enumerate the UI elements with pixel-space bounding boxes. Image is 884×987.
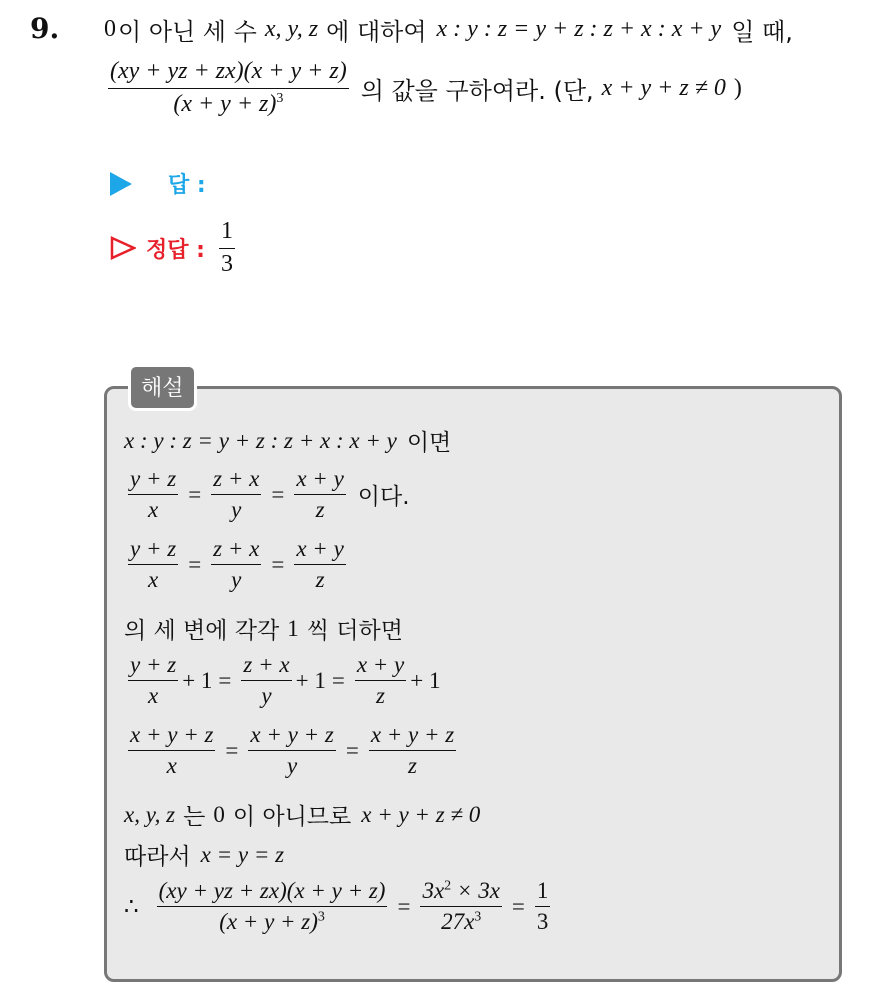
fraction-zx-over-y: $\frac{z + x}{y}$	[243, 652, 290, 709]
correct-answer-row	[110, 218, 239, 278]
problem-fraction-denominator: $(x + y + z)^3$	[173, 90, 284, 117]
line8-math: x = y = z	[200, 841, 285, 867]
solution-line-7	[124, 798, 480, 831]
equals-sign: =	[271, 551, 285, 577]
ratio-math: x : y : z = y + z : z + x : x + y	[124, 427, 397, 453]
equals-sign: =	[271, 481, 285, 507]
solution-line-1	[124, 424, 451, 457]
middle-fraction-numerator: $3x^2 \times 3x$	[420, 878, 501, 907]
equals-sign: =	[218, 667, 232, 693]
line7-text: 는	[183, 804, 206, 830]
final-fraction-numerator: (xy + yz + zx)(x + y + z)	[157, 878, 388, 907]
fraction-zx-over-y: $\frac{z + x}{y}$	[213, 466, 260, 523]
line4-text-2: 씩 더하면	[306, 618, 403, 644]
plus-one: + 1	[295, 667, 326, 693]
correct-answer-denominator: 3	[220, 250, 233, 277]
intro-text-3: 일 때,	[731, 18, 793, 46]
solution-tag: 해설	[128, 364, 197, 411]
problem-number: 9.	[30, 12, 60, 45]
line7-zero: 0	[213, 801, 225, 827]
solution-line-2	[124, 466, 410, 524]
middle-fraction	[420, 878, 501, 936]
fraction-xy-over-z: $\frac{x + y}{z}$	[296, 536, 344, 593]
solution-line-3	[124, 536, 350, 594]
zero-value: 0	[104, 16, 116, 42]
equals-sign: =	[225, 737, 239, 763]
intro-text-2: 에 대하여	[326, 18, 427, 46]
ask-close: )	[733, 74, 742, 101]
ask-condition: x + y + z ≠ 0	[601, 74, 726, 101]
correct-answer-fraction	[219, 218, 235, 278]
correct-answer-numerator: 1	[219, 218, 235, 249]
line1-text: 이면	[406, 430, 452, 456]
vars-text: x, y, z	[264, 16, 319, 42]
problem-line-1	[104, 12, 793, 47]
problem-fraction-numerator: (xy + yz + zx)(x + y + z)	[108, 58, 349, 89]
plus-one: + 1	[410, 667, 441, 693]
equals-sign: =	[511, 893, 525, 919]
correct-answer-label: 정답 :	[146, 237, 205, 263]
solution-line-6	[124, 722, 460, 780]
line2-text: 이다.	[357, 484, 410, 511]
fraction-zx-over-y: $\frac{z + x}{y}$	[213, 536, 260, 593]
fraction-sum-over-z: $\frac{x + y + z}{z}$	[370, 722, 455, 779]
line4-text: 의 세 변에 각각	[124, 618, 280, 644]
fraction-sum-over-y: $\frac{x + y + z}{y}$	[250, 722, 334, 779]
line7-text-2: 이 아니므로	[232, 804, 352, 830]
fraction-yz-over-x: $\frac{y + z}{x}$	[130, 652, 177, 709]
fraction-xy-over-z: $\frac{x + y}{z}$	[296, 466, 344, 523]
outline-triangle-icon	[110, 236, 136, 260]
result-numerator: 1	[535, 878, 551, 907]
problem-fraction	[108, 58, 349, 118]
line4-one: 1	[287, 615, 299, 641]
equals-sign: =	[397, 893, 411, 919]
answer-label: 답 :	[168, 173, 206, 198]
line8-text: 따라서	[124, 844, 191, 870]
solution-line-4	[124, 612, 403, 645]
equals-sign: =	[188, 551, 202, 577]
plus-one: + 1	[182, 667, 213, 693]
problem-line-2	[104, 58, 742, 118]
ask-text: 의 값을 구하여라. (단,	[360, 76, 594, 105]
result-fraction	[535, 878, 551, 936]
line7-vars: x, y, z	[124, 801, 176, 827]
answer-row	[110, 168, 206, 199]
final-fraction-denominator: $(x + y + z)^3$	[219, 909, 325, 935]
result-denominator: 3	[536, 909, 549, 935]
equals-sign: =	[345, 737, 359, 763]
line7-condition: x + y + z ≠ 0	[361, 801, 481, 827]
fraction-sum-over-x: $\frac{x + y + z}{x}$	[130, 722, 214, 779]
middle-fraction-denominator: $27x^3$	[441, 909, 482, 935]
equals-sign: =	[331, 667, 345, 693]
solution-line-5	[124, 652, 440, 710]
condition-math: x : y : z = y + z : z + x : x + y	[436, 16, 722, 42]
final-fraction	[157, 878, 388, 936]
fraction-yz-over-x: $\frac{y + z}{x}$	[130, 466, 177, 523]
play-triangle-icon	[110, 172, 132, 196]
therefore-symbol: ∴	[124, 893, 139, 919]
solution-line-8	[124, 838, 284, 871]
intro-text: 이 아닌 세 수	[118, 18, 257, 46]
fraction-yz-over-x: $\frac{y + z}{x}$	[130, 536, 177, 593]
equals-sign: =	[188, 481, 202, 507]
fraction-xy-over-z: $\frac{x + y}{z}$	[356, 652, 405, 709]
solution-line-9	[124, 878, 554, 936]
